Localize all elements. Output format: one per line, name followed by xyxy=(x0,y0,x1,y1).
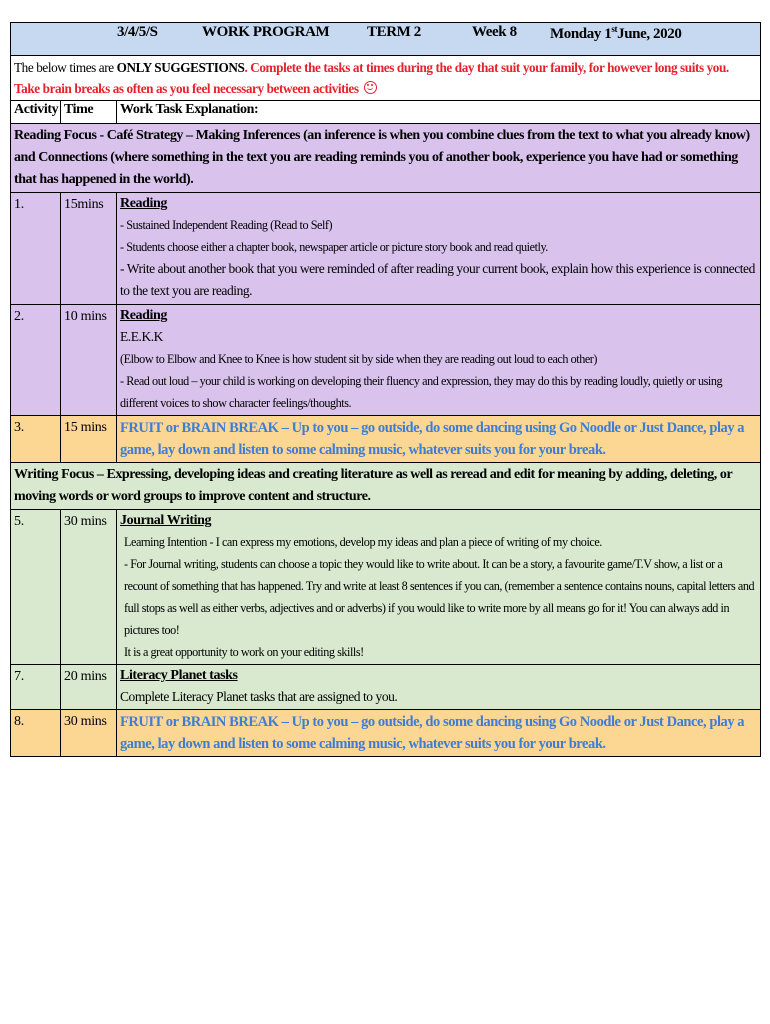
intro-row xyxy=(11,56,761,101)
work-program-page xyxy=(10,22,760,757)
class-label: 3/4/5/S xyxy=(117,24,158,40)
task-title: Journal Writing xyxy=(120,513,212,528)
activity-time: 10 mins xyxy=(61,305,117,416)
task-title: Reading xyxy=(120,308,167,323)
task-title: Reading xyxy=(120,196,167,211)
writing-focus: Writing Focus – Expressing, developing ideas and creating literature as well as reread and edit for meaning by adding, deleting, or moving words or word groups to improve content and structure. xyxy=(11,463,761,510)
activity-time: 15 mins xyxy=(61,416,117,463)
program-title: WORK PROGRAM xyxy=(202,24,330,40)
column-header-row xyxy=(11,101,761,124)
table-row xyxy=(11,305,761,416)
activity-number: 8. xyxy=(11,710,61,757)
table-row xyxy=(11,665,761,710)
activity-time: 30 mins xyxy=(61,710,117,757)
suggestion-note: The below times are ONLY SUGGESTIONS. Complete the tasks at times during the day that suit your family, for however long suits you. xyxy=(14,60,729,75)
col-activity: Activity xyxy=(11,101,61,124)
date-label: Monday 1stJune, 2020 xyxy=(550,24,682,42)
table-row xyxy=(11,416,761,463)
table-row xyxy=(11,193,761,305)
activity-explanation: Journal Writing Learning Intention - I can express my emotions, develop my ideas and plan a piece of writing of my choice. - For Journal writing, students can choose a topic they would like to write about. It can be a story, a favourite game/T.V show, a list or a recount of something that has happened. Try and write at least 8 sentences if you can, (remember a sentence contains nouns, capital letters and full stops as well as either verbs, adjectives and or adverbs) if you would like to write more by all means go for it! You can always add in pictures too! It is a great opportunity to work on your editing skills! xyxy=(117,510,761,665)
writing-focus-row xyxy=(11,463,761,510)
term-label: TERM 2 xyxy=(367,24,421,40)
col-explanation: Work Task Explanation: xyxy=(117,101,761,124)
col-time: Time xyxy=(61,101,117,124)
task-title: Literacy Planet tasks xyxy=(120,668,238,683)
table-row xyxy=(11,710,761,757)
week-label: Week 8 xyxy=(472,24,517,40)
activity-time: 15mins xyxy=(61,193,117,305)
activity-number: 1. xyxy=(11,193,61,305)
activity-number: 7. xyxy=(11,665,61,710)
activity-number: 2. xyxy=(11,305,61,416)
activity-number: 3. xyxy=(11,416,61,463)
header-row xyxy=(11,23,761,56)
brain-break-text: FRUIT or BRAIN BREAK – Up to you – go outside, do some dancing using Go Noodle or Just Dance, play a game, lay down and listen to some calming music, whatever suits you for your break. xyxy=(117,710,761,757)
activity-number: 5. xyxy=(11,510,61,665)
table-row xyxy=(11,510,761,665)
reading-focus: Reading Focus - Café Strategy – Making Inferences (an inference is when you combine clues from the text to what you already know) and Connections (where something in the text you are reading reminds you of another book, experience you have had or something that has happened in the world). xyxy=(11,124,761,193)
activity-time: 30 mins xyxy=(61,510,117,665)
smiley-icon xyxy=(364,81,377,94)
brain-break-note: Take brain breaks as often as you feel necessary between activities xyxy=(14,78,757,99)
activity-explanation: Reading E.E.K.K (Elbow to Elbow and Knee to Knee is how student sit by side when they are reading out loud to each other) - Read out loud – your child is working on developing their fluency and expression, they may do this by reading loudly, quietly or using different voices to show character feelings/thoughts. xyxy=(117,305,761,416)
activity-explanation: Reading - Sustained Independent Reading (Read to Self) - Students choose either a chapter book, newspaper article or picture story book and read quietly. - Write about another book that you were reminded of after reading your current book, explain how this experience is connected to the text you are reading. xyxy=(117,193,761,305)
work-program-table xyxy=(10,22,761,757)
activity-explanation: Literacy Planet tasks Complete Literacy Planet tasks that are assigned to you. xyxy=(117,665,761,710)
activity-time: 20 mins xyxy=(61,665,117,710)
brain-break-text: FRUIT or BRAIN BREAK – Up to you – go outside, do some dancing using Go Noodle or Just Dance, play a game, lay down and listen to some calming music, whatever suits you for your break. xyxy=(117,416,761,463)
reading-focus-row xyxy=(11,124,761,193)
